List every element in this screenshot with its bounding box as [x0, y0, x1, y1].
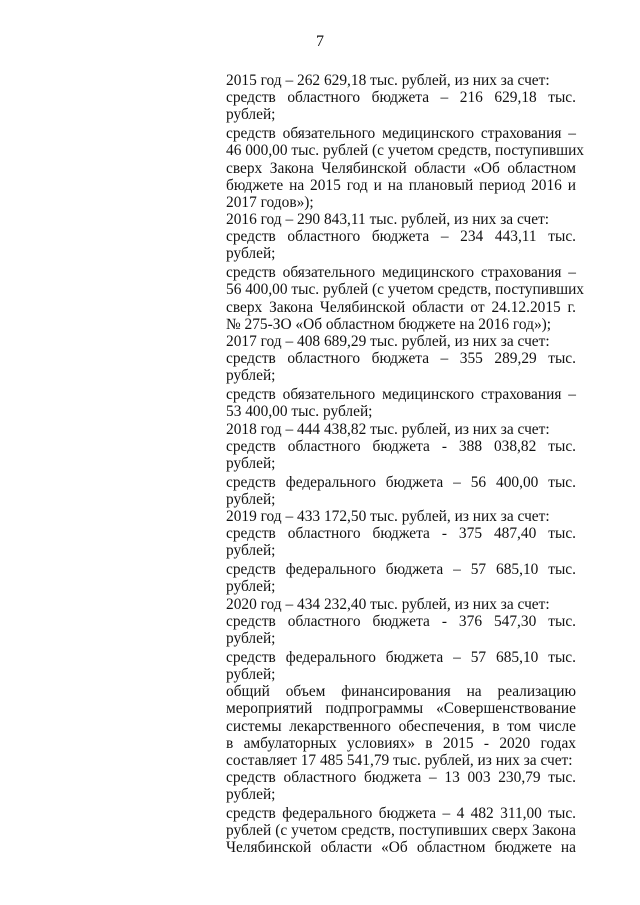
text-line: 2019 год – 433 172,50 тыс. рублей, из них за счет:: [226, 508, 550, 526]
document-body: [226, 72, 585, 857]
text-line: 53 400,00 тыс. рублей;: [226, 403, 373, 421]
text-line: средств обязательного медицинского страхования –: [226, 386, 576, 404]
text-line: рублей;: [226, 786, 276, 804]
text-line: рублей;: [226, 578, 276, 596]
text-line: 2015 год – 262 629,18 тыс. рублей, из них за счет:: [226, 72, 550, 89]
text-line: в амбулаторных условиях» в 2015 - 2020 годах: [226, 734, 576, 752]
text-line: 2016 год – 290 843,11 тыс. рублей, из них за счет:: [226, 211, 550, 229]
text-line: средств областного бюджета – 355 289,29 тыс.: [226, 350, 576, 368]
text-line: средств федерального бюджета – 4 482 311,00 тыс.: [226, 805, 576, 823]
text-line: составляет 17 485 541,79 тыс. рублей, из них за счет:: [226, 751, 573, 769]
text-line: рублей;: [226, 367, 276, 385]
text-line: 56 400,00 тыс. рублей (с учетом средств, поступивших: [226, 281, 585, 299]
text-line: рублей;: [226, 665, 276, 683]
text-line: рублей (с учетом средств, поступивших сверх Закона: [226, 822, 576, 840]
text-line: № 275-ЗО «Об областном бюджете на 2016 год»);: [226, 315, 552, 333]
text-line: Челябинской области «Об областном бюджете на: [226, 839, 576, 857]
text-line: 2018 год – 444 438,82 тыс. рублей, из них за счет:: [226, 420, 550, 438]
text-line: средств обязательного медицинского страхования –: [226, 125, 576, 143]
text-line: средств областного бюджета – 216 629,18 тыс.: [226, 89, 576, 107]
text-line: мероприятий подпрограммы «Совершенствование: [226, 700, 576, 718]
text-line: системы лекарственного обеспечения, в том числе: [226, 717, 576, 735]
text-line: рублей;: [226, 106, 276, 124]
text-line: рублей;: [226, 454, 276, 472]
text-line: средств областного бюджета – 13 003 230,79 тыс.: [226, 769, 576, 787]
text-line: рублей;: [226, 629, 276, 647]
text-line: средств федерального бюджета – 57 685,10 тыс.: [226, 648, 576, 666]
text-line: рублей;: [226, 490, 276, 508]
text-line: средств обязательного медицинского страхования –: [226, 264, 576, 282]
text-line: 2020 год – 434 232,40 тыс. рублей, из них за счет:: [226, 595, 550, 613]
text-line: средств областного бюджета - 375 487,40 тыс.: [226, 525, 576, 543]
text-line: 2017 год – 408 689,29 тыс. рублей, из них за счет:: [226, 333, 550, 350]
text-line: рублей;: [226, 542, 276, 560]
text-line: 46 000,00 тыс. рублей (с учетом средств, поступивших: [226, 142, 585, 160]
text-line: средств федерального бюджета – 56 400,00 тыс.: [226, 473, 576, 491]
text-line: 2017 годов»);: [226, 193, 314, 211]
text-line: рублей;: [226, 245, 276, 263]
text-line: средств областного бюджета - 376 547,30 тыс.: [226, 612, 576, 630]
text-line: средств федерального бюджета – 57 685,10 тыс.: [226, 561, 576, 579]
text-line: сверх Закона Челябинской области от 24.12.2015 г.: [226, 298, 576, 316]
text-line: общий объем финансирования на реализацию: [226, 683, 576, 701]
page-number: 7: [316, 33, 324, 50]
text-line: средств областного бюджета - 388 038,82 тыс.: [226, 437, 576, 455]
text-line: средств областного бюджета – 234 443,11 тыс.: [226, 228, 576, 246]
text-line: бюджете на 2015 год и на плановый период 2016 и: [226, 176, 576, 194]
text-line: сверх Закона Челябинской области «Об областном: [226, 159, 576, 177]
